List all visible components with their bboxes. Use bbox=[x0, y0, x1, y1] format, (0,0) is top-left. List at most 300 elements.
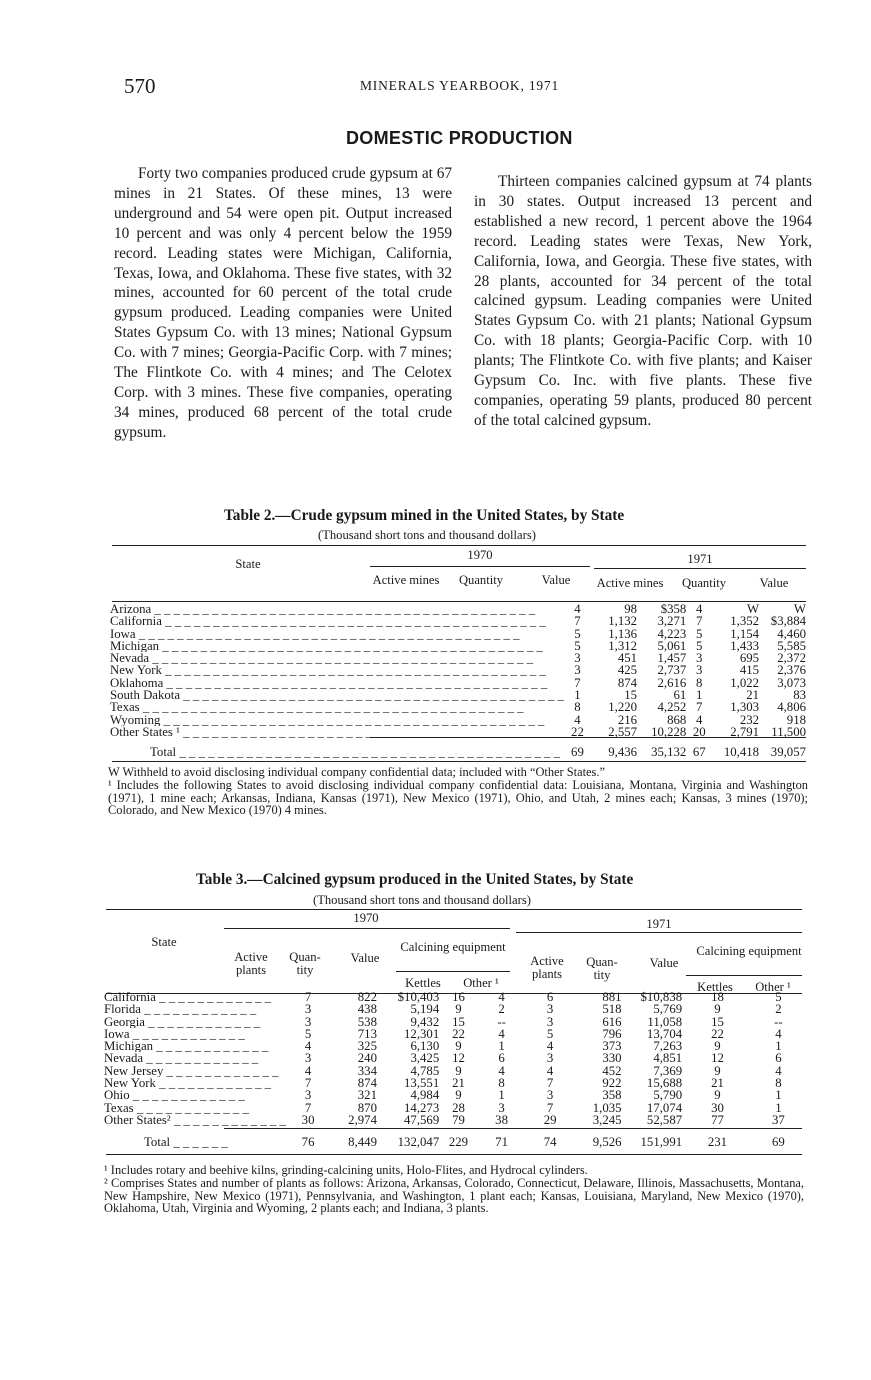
table2-header-active-mines-1971: Active mines bbox=[596, 576, 664, 590]
total-q71_val: 39,057 bbox=[770, 745, 806, 760]
row-label bbox=[104, 1077, 286, 1089]
total-o71: 69 bbox=[772, 1135, 785, 1150]
table-total-row bbox=[104, 1126, 804, 1148]
cell-q71_mines: 5 bbox=[696, 638, 703, 653]
cell-q70_val: 3,271 bbox=[657, 614, 687, 629]
row-label bbox=[104, 1126, 286, 1148]
cell-q71_mines: 3 bbox=[696, 663, 703, 678]
row-label bbox=[110, 701, 564, 713]
state-name: Arizona bbox=[110, 603, 152, 616]
dot-leader: _ _ _ _ _ _ _ _ _ _ _ _ bbox=[153, 1040, 269, 1053]
state-name: Michigan bbox=[104, 1040, 154, 1053]
dot-leader: _ _ _ _ _ _ _ _ _ _ _ _ bbox=[129, 1089, 245, 1102]
cell-v71: 11,058 bbox=[647, 1014, 683, 1029]
dot-leader: _ _ _ _ _ _ _ _ _ _ _ _ _ _ _ _ _ _ _ _ _ _ _ _ _ _ _ _ _ _ _ _ _ _ _ _ _ _ _ _ bbox=[163, 676, 548, 690]
total-q70_mines: 69 bbox=[571, 745, 584, 760]
cell-q70_qty: 2,557 bbox=[608, 724, 638, 739]
cell-v70: 9,432 bbox=[410, 1014, 440, 1029]
cell-k71: 9 bbox=[714, 1088, 721, 1103]
table3-header-state: State bbox=[151, 935, 177, 949]
cell-o70: 1 bbox=[498, 1088, 505, 1103]
cell-o71: 8 bbox=[775, 1076, 782, 1091]
cell-p71: 7 bbox=[546, 1100, 554, 1115]
dot-leader: _ _ _ _ _ _ _ _ _ _ _ _ _ _ _ _ _ _ _ _ _ _ _ _ _ _ _ _ _ _ _ _ _ _ _ _ _ _ _ _ bbox=[139, 701, 524, 714]
total-p70: 76 bbox=[301, 1135, 315, 1150]
cell-q71_qty: W bbox=[746, 602, 760, 616]
cell-q70: 822 bbox=[357, 990, 377, 1004]
row-label bbox=[110, 738, 564, 758]
table3-header-calcining-1971: Calcining equipment bbox=[696, 944, 802, 958]
cell-o70: 4 bbox=[498, 1063, 505, 1078]
table2-header-value-1971: Value bbox=[759, 576, 789, 590]
cell-o70: 4 bbox=[498, 1026, 505, 1041]
cell-q70_mines: 4 bbox=[574, 712, 581, 727]
page-number: 570 bbox=[124, 74, 156, 98]
state-name: Other States ¹ bbox=[110, 725, 180, 739]
cell-p71: 3 bbox=[546, 1051, 554, 1066]
cell-k70: 22 bbox=[452, 1026, 465, 1041]
cell-p71: 3 bbox=[546, 1014, 554, 1029]
cell-q71: 922 bbox=[602, 1076, 622, 1091]
table-row bbox=[104, 1003, 804, 1015]
state-name: California bbox=[110, 615, 162, 628]
cell-q70_mines: 7 bbox=[574, 675, 581, 690]
cell-k71: 30 bbox=[711, 1100, 724, 1115]
cell-k70: 16 bbox=[452, 990, 465, 1004]
cell-q71_mines: 7 bbox=[696, 614, 703, 629]
dot-leader: _ _ _ _ _ _ _ _ _ _ _ _ _ _ _ _ _ _ _ _ _ _ _ _ _ _ _ _ _ _ _ _ _ _ _ _ _ _ _ _ bbox=[161, 664, 546, 677]
state-name: Other States² bbox=[104, 1113, 171, 1127]
cell-q71_qty: 1,433 bbox=[730, 638, 760, 653]
table2-header-value-1970: Value bbox=[541, 573, 571, 587]
total-q70: 8,449 bbox=[348, 1135, 377, 1150]
state-name: Iowa bbox=[104, 1027, 130, 1041]
dot-leader: _ _ _ _ _ _ _ _ _ _ _ _ bbox=[170, 1113, 286, 1127]
cell-v70: 6,130 bbox=[410, 1039, 440, 1054]
cell-q71: 518 bbox=[602, 1002, 622, 1017]
cell-q70: 870 bbox=[357, 1100, 377, 1115]
cell-q71_mines: 1 bbox=[696, 688, 703, 703]
cell-q71_val: W bbox=[793, 602, 806, 616]
row-label bbox=[104, 1003, 286, 1015]
cell-v71: 13,704 bbox=[646, 1026, 683, 1041]
cell-p70: 3 bbox=[304, 1014, 312, 1029]
cell-q70_mines: 7 bbox=[574, 614, 581, 629]
cell-p71: 3 bbox=[546, 1002, 554, 1017]
table2-header-quantity-1970: Quantity bbox=[458, 573, 504, 587]
state-name: South Dakota bbox=[110, 689, 181, 702]
table2 bbox=[110, 603, 806, 759]
table2-title: Table 2.—Crude gypsum mined in the United States, by State bbox=[224, 507, 625, 524]
cell-q70_qty: 1,312 bbox=[608, 638, 638, 653]
cell-q70_val: 61 bbox=[673, 688, 687, 703]
cell-o71: 4 bbox=[775, 1026, 782, 1041]
row-label bbox=[104, 1052, 286, 1064]
cell-q70_qty: 425 bbox=[617, 663, 638, 678]
table3-calcining-rule-1970 bbox=[396, 971, 510, 972]
cell-o71: 1 bbox=[775, 1100, 782, 1115]
dot-leader: _ _ _ _ _ _ _ _ _ _ _ _ _ _ _ _ _ _ _ _ _ _ _ _ _ _ _ _ _ _ _ _ _ _ _ _ _ _ _ _ bbox=[161, 615, 546, 628]
cell-q70_qty: 15 bbox=[624, 688, 638, 703]
table-total-row bbox=[110, 738, 806, 758]
state-name: Iowa bbox=[110, 627, 136, 640]
cell-p70: 7 bbox=[304, 1100, 312, 1115]
dot-leader: _ _ _ _ _ _ _ _ _ _ _ _ bbox=[140, 1003, 257, 1016]
row-label bbox=[104, 1040, 286, 1052]
row-label bbox=[110, 664, 564, 676]
cell-p70: 7 bbox=[304, 1076, 312, 1091]
cell-q70_qty: 874 bbox=[617, 675, 638, 690]
total-q70_val: 35,132 bbox=[651, 745, 687, 760]
total-o70: 71 bbox=[495, 1135, 508, 1150]
cell-q71_val: 5,585 bbox=[777, 638, 806, 653]
table3-header-value-1970: Value bbox=[350, 951, 380, 965]
cell-q70_val: 4,252 bbox=[657, 700, 687, 715]
cell-k71: 9 bbox=[714, 1002, 721, 1017]
cell-q70_val: 4,223 bbox=[657, 626, 687, 641]
cell-k70: 9 bbox=[455, 1088, 462, 1103]
table2-header-quantity-1971: Quantity bbox=[681, 576, 727, 590]
table2-header-active-mines-1970: Active mines bbox=[372, 573, 440, 587]
cell-q71_mines: 4 bbox=[696, 602, 703, 616]
table-row bbox=[110, 701, 806, 713]
table-row bbox=[104, 1077, 804, 1089]
cell-q70: 325 bbox=[357, 1039, 377, 1054]
cell-o71: 1 bbox=[775, 1088, 782, 1103]
cell-q71_val: 83 bbox=[793, 688, 806, 703]
row-label bbox=[110, 615, 564, 627]
dot-leader: _ _ _ _ _ _ _ _ _ _ _ _ bbox=[155, 991, 272, 1004]
table2-footnote-1: ¹ Includes the following States to avoid disclosing individual company confidential data: Louisiana, Montana, Virginia and Washington (1971), 1 mine each; Arkansas, Indiana, Kansas (1971), New Mexico (1971), Ohio, and Utah, 2 mines each; Kansas, 3 mines (1970); Colorado, and New Mexico (1970) 4 mines. bbox=[108, 778, 808, 818]
table3-header-value-1971: Value bbox=[649, 956, 679, 970]
cell-o71: 5 bbox=[775, 990, 782, 1004]
cell-q70_val: $358 bbox=[660, 602, 687, 616]
dot-leader: _ _ _ _ _ _ _ _ _ _ _ _ _ _ _ _ _ _ _ _ _ _ _ _ _ _ _ _ _ _ _ _ _ _ _ _ _ _ _ _ bbox=[160, 713, 545, 726]
row-label bbox=[104, 991, 286, 1003]
cell-v71: 52,587 bbox=[646, 1112, 683, 1127]
cell-q70_val: 1,457 bbox=[657, 651, 687, 666]
cell-p70: 7 bbox=[304, 990, 312, 1004]
dot-leader: _ _ _ _ _ _ _ _ _ _ _ _ _ _ _ _ _ _ _ _ _ _ _ _ _ _ _ _ _ _ _ _ _ _ _ _ _ _ _ _ bbox=[179, 725, 564, 739]
dot-leader: _ _ _ _ _ _ _ _ _ _ _ _ _ _ _ _ _ _ _ _ _ _ _ _ _ _ _ _ _ _ _ _ _ _ _ _ _ _ _ _ bbox=[149, 652, 533, 665]
dot-leader: _ _ _ _ _ _ _ _ _ _ _ _ bbox=[133, 1101, 249, 1114]
state-name: Michigan bbox=[110, 639, 160, 653]
cell-q70_qty: 98 bbox=[624, 602, 638, 616]
row-label bbox=[110, 628, 564, 640]
cell-q71: 330 bbox=[602, 1051, 622, 1066]
cell-q70_qty: 1,132 bbox=[608, 614, 638, 629]
state-name: Florida bbox=[104, 1003, 141, 1016]
cell-q70_mines: 8 bbox=[574, 700, 581, 715]
table3-footnote-1: ¹ Includes rotary and beehive kilns, grinding-calcining units, Holo-Flites, and Hydrocal cylinders. bbox=[104, 1163, 588, 1177]
table2-footnote-w: W Withheld to avoid disclosing individual company confidential data; included with “Other States.” bbox=[108, 765, 605, 779]
table3-header-1971: 1971 bbox=[646, 917, 672, 931]
dot-leader: _ _ _ _ _ _ _ _ _ _ _ _ _ _ _ _ _ _ _ _ _ _ _ _ _ _ _ _ _ _ _ _ _ _ _ _ _ _ _ _ bbox=[159, 639, 543, 653]
table3-1970-rule bbox=[224, 928, 510, 929]
cell-q71_qty: 2,791 bbox=[730, 724, 760, 739]
table3-header-active-plants-1970: Active plants bbox=[234, 950, 268, 977]
cell-v71: 7,263 bbox=[653, 1039, 683, 1054]
cell-q70: 334 bbox=[357, 1063, 377, 1078]
total-q71_mines: 67 bbox=[692, 745, 706, 760]
dot-leader: _ _ _ _ _ _ _ _ _ _ _ _ bbox=[155, 1077, 272, 1090]
row-label bbox=[110, 652, 564, 664]
row-label bbox=[110, 603, 564, 615]
table3-header-calcining-1970: Calcining equipment bbox=[400, 940, 506, 954]
cell-o71: 6 bbox=[775, 1051, 782, 1066]
cell-q70_val: 2,616 bbox=[657, 675, 687, 690]
table-row bbox=[104, 1028, 804, 1040]
table2-header-1971: 1971 bbox=[687, 552, 713, 566]
state-name: Oklahoma bbox=[110, 676, 164, 690]
cell-v70: 14,273 bbox=[404, 1100, 440, 1115]
running-head: MINERALS YEARBOOK, 1971 bbox=[360, 78, 560, 93]
cell-p70: 3 bbox=[304, 1002, 312, 1017]
cell-p70: 3 bbox=[304, 1051, 312, 1066]
dot-leader: _ _ _ _ _ _ _ _ _ _ _ _ _ _ _ _ _ _ _ _ _ _ _ _ _ _ _ _ _ _ _ _ _ _ _ _ _ _ _ _ bbox=[151, 603, 536, 616]
cell-q71_mines: 7 bbox=[696, 700, 703, 715]
cell-q70_qty: 1,220 bbox=[608, 700, 638, 715]
section-title: DOMESTIC PRODUCTION bbox=[346, 128, 573, 148]
table3-header-quantity-1970: Quan- tity bbox=[289, 950, 321, 977]
cell-v70: $10,403 bbox=[397, 990, 440, 1004]
cell-q71: 881 bbox=[602, 990, 622, 1004]
row-label bbox=[110, 714, 564, 726]
cell-o71: 1 bbox=[775, 1039, 782, 1054]
total-v71: 151,991 bbox=[640, 1135, 683, 1150]
cell-o70: 8 bbox=[498, 1076, 505, 1091]
table3-top-rule bbox=[106, 909, 802, 910]
cell-p71: 29 bbox=[543, 1112, 557, 1127]
state-name: Wyoming bbox=[110, 713, 161, 726]
cell-p71: 5 bbox=[546, 1026, 554, 1041]
dot-leader: _ _ _ _ _ _ _ _ _ _ _ _ bbox=[143, 1052, 259, 1065]
state-name: Total bbox=[144, 1135, 171, 1149]
left-column bbox=[114, 164, 452, 443]
cell-q71_mines: 4 bbox=[696, 712, 703, 727]
table3-header-other-1970: Other ¹ bbox=[463, 976, 499, 990]
table-row bbox=[104, 991, 804, 1003]
cell-q71_qty: 695 bbox=[739, 651, 760, 666]
cell-q71_qty: 21 bbox=[746, 688, 760, 703]
table3-subtitle: (Thousand short tons and thousand dollars) bbox=[313, 893, 531, 907]
cell-o71: 2 bbox=[775, 1002, 782, 1017]
cell-q71: 452 bbox=[602, 1063, 622, 1078]
cell-k70: 21 bbox=[452, 1076, 465, 1091]
state-name: Texas bbox=[110, 701, 140, 714]
cell-q70_val: 5,061 bbox=[657, 638, 687, 653]
cell-q71_val: $3,884 bbox=[770, 614, 806, 629]
table3-header-active-plants-1971: Active plants bbox=[530, 954, 564, 981]
state-name: Nevada bbox=[104, 1052, 144, 1065]
table3-footnote-2: ² Comprises States and number of plants as follows: Arizona, Arkansas, Colorado, Connecticut, Delaware, Illinois, Massachusetts, Montana, New Hampshire, New Mexico (1971), Pennsylvania, and Washington, 1 plant each; Kansas, Louisiana, Maryland, New Mexico (1970), Oklahoma, Utah, Virginia and Wyoming, 2 plants each; and Indiana, 3 plants. bbox=[104, 1176, 804, 1216]
total-k70: 229 bbox=[448, 1135, 469, 1150]
dot-leader: _ _ _ _ _ _ _ _ _ _ _ _ bbox=[163, 1064, 279, 1078]
cell-q70: 240 bbox=[357, 1051, 377, 1066]
cell-q70_mines: 1 bbox=[574, 688, 581, 703]
cell-p71: 7 bbox=[546, 1076, 554, 1091]
cell-k71: 21 bbox=[711, 1076, 724, 1091]
cell-q70_val: 868 bbox=[667, 712, 687, 727]
table2-bottom-rule bbox=[112, 761, 806, 762]
cell-q71_mines: 5 bbox=[696, 626, 703, 641]
cell-q71_qty: 415 bbox=[739, 663, 760, 678]
cell-o70: 2 bbox=[498, 1002, 505, 1017]
row-label bbox=[110, 677, 564, 689]
row-label bbox=[104, 1114, 286, 1126]
cell-v70: 4,785 bbox=[410, 1063, 440, 1078]
row-label bbox=[104, 1102, 286, 1114]
table3-header-1970: 1970 bbox=[353, 911, 379, 925]
cell-q71_val: 2,372 bbox=[777, 651, 806, 666]
cell-v70: 13,551 bbox=[404, 1076, 440, 1091]
row-label bbox=[104, 1028, 286, 1040]
cell-q71_mines: 20 bbox=[692, 724, 706, 739]
cell-o71: 37 bbox=[772, 1112, 785, 1127]
cell-k70: 9 bbox=[455, 1063, 462, 1078]
cell-v71: 5,790 bbox=[653, 1088, 683, 1103]
cell-v71: 5,769 bbox=[653, 1002, 683, 1017]
cell-q70_mines: 4 bbox=[574, 602, 581, 616]
cell-o70: -- bbox=[497, 1014, 506, 1029]
cell-q71_qty: 1,352 bbox=[730, 614, 760, 629]
cell-v70: 4,984 bbox=[410, 1088, 440, 1103]
cell-k71: 22 bbox=[711, 1026, 724, 1041]
cell-v71: $10,838 bbox=[640, 990, 683, 1004]
cell-q71_val: 4,460 bbox=[777, 626, 806, 641]
table3-bottom-rule bbox=[106, 1154, 802, 1155]
state-name: New York bbox=[110, 664, 162, 677]
dot-leader: _ _ _ _ _ _ bbox=[170, 1135, 228, 1149]
cell-q71_mines: 3 bbox=[696, 651, 703, 666]
table3-body bbox=[104, 991, 804, 1149]
cell-p71: 3 bbox=[546, 1088, 554, 1103]
cell-q70: 713 bbox=[357, 1026, 377, 1041]
cell-k70: 9 bbox=[455, 1002, 462, 1017]
cell-p70: 4 bbox=[304, 1039, 312, 1054]
cell-v71: 4,851 bbox=[653, 1051, 683, 1066]
total-v70: 132,047 bbox=[397, 1135, 440, 1150]
cell-q71_mines: 8 bbox=[696, 675, 703, 690]
cell-q71: 1,035 bbox=[592, 1100, 622, 1115]
row-label bbox=[104, 1089, 286, 1101]
table2-top-rule bbox=[112, 545, 806, 546]
dot-leader: _ _ _ _ _ _ _ _ _ _ _ _ bbox=[129, 1027, 245, 1041]
cell-p70: 30 bbox=[301, 1112, 315, 1127]
table3-header-kettles-1970: Kettles bbox=[405, 976, 441, 990]
total-k71: 231 bbox=[707, 1135, 728, 1150]
cell-k71: 77 bbox=[711, 1112, 724, 1127]
cell-q70: 538 bbox=[357, 1014, 377, 1029]
cell-k70: 12 bbox=[452, 1051, 465, 1066]
dot-leader: _ _ _ _ _ _ _ _ _ _ _ _ bbox=[144, 1015, 261, 1028]
table-row bbox=[110, 664, 806, 676]
cell-k70: 15 bbox=[452, 1014, 465, 1029]
cell-v70: 3,425 bbox=[410, 1051, 440, 1066]
cell-q70_qty: 216 bbox=[617, 712, 638, 727]
cell-k70: 79 bbox=[452, 1112, 465, 1127]
cell-q71_val: 11,500 bbox=[771, 724, 806, 739]
dot-leader: _ _ _ _ _ _ _ _ _ _ _ _ _ _ _ _ _ _ _ _ _ _ _ _ _ _ _ _ _ _ _ _ _ _ _ _ _ _ _ _ bbox=[135, 627, 520, 640]
table3-header-kettles-1971: Kettles bbox=[697, 980, 733, 994]
cell-q70_qty: 1,136 bbox=[608, 626, 638, 641]
cell-v70: 12,301 bbox=[404, 1026, 440, 1041]
cell-q71: 358 bbox=[602, 1088, 622, 1103]
cell-k70: 9 bbox=[455, 1039, 462, 1054]
cell-q71_val: 2,376 bbox=[777, 663, 806, 678]
table3-header-quantity-1971: Quan- tity bbox=[586, 955, 618, 982]
table2-header-state: State bbox=[235, 557, 261, 571]
total-q70_qty: 9,436 bbox=[608, 745, 638, 760]
cell-q70_qty: 451 bbox=[617, 651, 638, 666]
cell-p71: 6 bbox=[546, 990, 554, 1004]
cell-q71_qty: 1,022 bbox=[730, 675, 760, 690]
state-name: New York bbox=[104, 1077, 156, 1090]
cell-q71: 796 bbox=[602, 1026, 622, 1041]
total-p71: 74 bbox=[543, 1135, 557, 1150]
table3-header-other-1971: Other ¹ bbox=[755, 980, 791, 994]
cell-v70: 47,569 bbox=[404, 1112, 440, 1127]
cell-q70_val: 2,737 bbox=[657, 663, 687, 678]
row-label bbox=[104, 1016, 286, 1028]
cell-k70: 28 bbox=[452, 1100, 465, 1115]
table2-subtitle: (Thousand short tons and thousand dollars) bbox=[318, 528, 536, 542]
dot-leader: _ _ _ _ _ _ _ _ _ _ _ _ _ _ _ _ _ _ _ _ _ _ _ _ _ _ _ _ _ _ _ _ _ _ _ _ _ _ _ _ bbox=[176, 745, 561, 759]
cell-k71: 9 bbox=[714, 1063, 721, 1078]
cell-o70: 1 bbox=[498, 1039, 505, 1054]
cell-q70: 321 bbox=[357, 1088, 377, 1103]
table3-calcining-rule-1971 bbox=[686, 975, 802, 976]
table2-body bbox=[110, 603, 806, 759]
table3-title: Table 3.—Calcined gypsum produced in the United States, by State bbox=[196, 871, 634, 888]
cell-q71_val: 3,073 bbox=[777, 675, 806, 690]
paragraph-calcined-gypsum: Thirteen companies calcined gypsum at 74 plants in 30 states. Output increased 13 percent and established a new record, 1 percent above the 1964 record. Leading states were Texas, New York, California, Iowa, and Georgia. These five states, with 28 plants, accounted for 34 percent of the total calcined gypsum. Leading companies were United States Gypsum Co. with 21 plants; National Gypsum Co. with 18 plants; Georgia-Pacific Corp. with 10 plants; The Flintkote Co. with five plants; and Kaiser Gypsum Co. Inc. with five plants. These five companies, operating 59 plants, produced 80 percent of the total calcined gypsum. bbox=[474, 173, 812, 429]
cell-v71: 7,369 bbox=[653, 1063, 683, 1078]
cell-q71: 616 bbox=[602, 1014, 622, 1029]
cell-q71_val: 918 bbox=[786, 712, 806, 727]
cell-v71: 17,074 bbox=[646, 1100, 683, 1115]
cell-v70: 5,194 bbox=[410, 1002, 440, 1017]
table2-total-rule bbox=[370, 737, 806, 738]
cell-o70: 3 bbox=[498, 1100, 505, 1115]
cell-v71: 15,688 bbox=[646, 1076, 683, 1091]
cell-o71: 4 bbox=[775, 1063, 782, 1078]
cell-o70: 38 bbox=[495, 1112, 508, 1127]
table3 bbox=[104, 991, 804, 1149]
cell-q70_mines: 3 bbox=[574, 663, 581, 678]
cell-q70_mines: 5 bbox=[574, 626, 581, 641]
cell-q71_qty: 1,303 bbox=[730, 700, 760, 715]
table2-header-1970: 1970 bbox=[467, 548, 493, 562]
state-name: New Jersey bbox=[104, 1064, 164, 1078]
state-name: California bbox=[104, 991, 156, 1004]
cell-k71: 15 bbox=[711, 1014, 724, 1029]
cell-q71_val: 4,806 bbox=[777, 700, 806, 715]
paragraph-crude-gypsum: Forty two companies produced crude gypsum at 67 mines in 21 States. Of these mines, 13 were underground and 54 were open pit. Output increased 10 percent and was only 4 percent below the 1959 record. Leading states were Michigan, California, Texas, Iowa, and Oklahoma. These five states, with 32 mines, accounted for 60 percent of the total crude gypsum produced. Leading companies were United States Gypsum Co. with 13 mines; National Gypsum Co. with 7 mines; Georgia-Pacific Corp. with 7 mines; The Flintkote Co. with 4 mines; and The Celotex Corp. with 3 mines. These five companies, operating 34 mines, produced 68 percent of the total crude gypsum. bbox=[114, 165, 452, 441]
table3-total-rule bbox=[224, 1128, 802, 1129]
cell-k71: 18 bbox=[711, 990, 724, 1004]
state-name: Total bbox=[150, 745, 177, 759]
cell-p70: 3 bbox=[304, 1088, 312, 1103]
cell-q70_mines: 5 bbox=[574, 638, 581, 653]
cell-q70: 874 bbox=[357, 1076, 377, 1091]
table2-1971-rule bbox=[594, 568, 806, 569]
state-name: Ohio bbox=[104, 1089, 130, 1102]
table-row bbox=[104, 1114, 804, 1126]
cell-q71: 3,245 bbox=[592, 1112, 622, 1127]
total-q71_qty: 10,418 bbox=[723, 745, 760, 760]
table-row bbox=[104, 1089, 804, 1101]
